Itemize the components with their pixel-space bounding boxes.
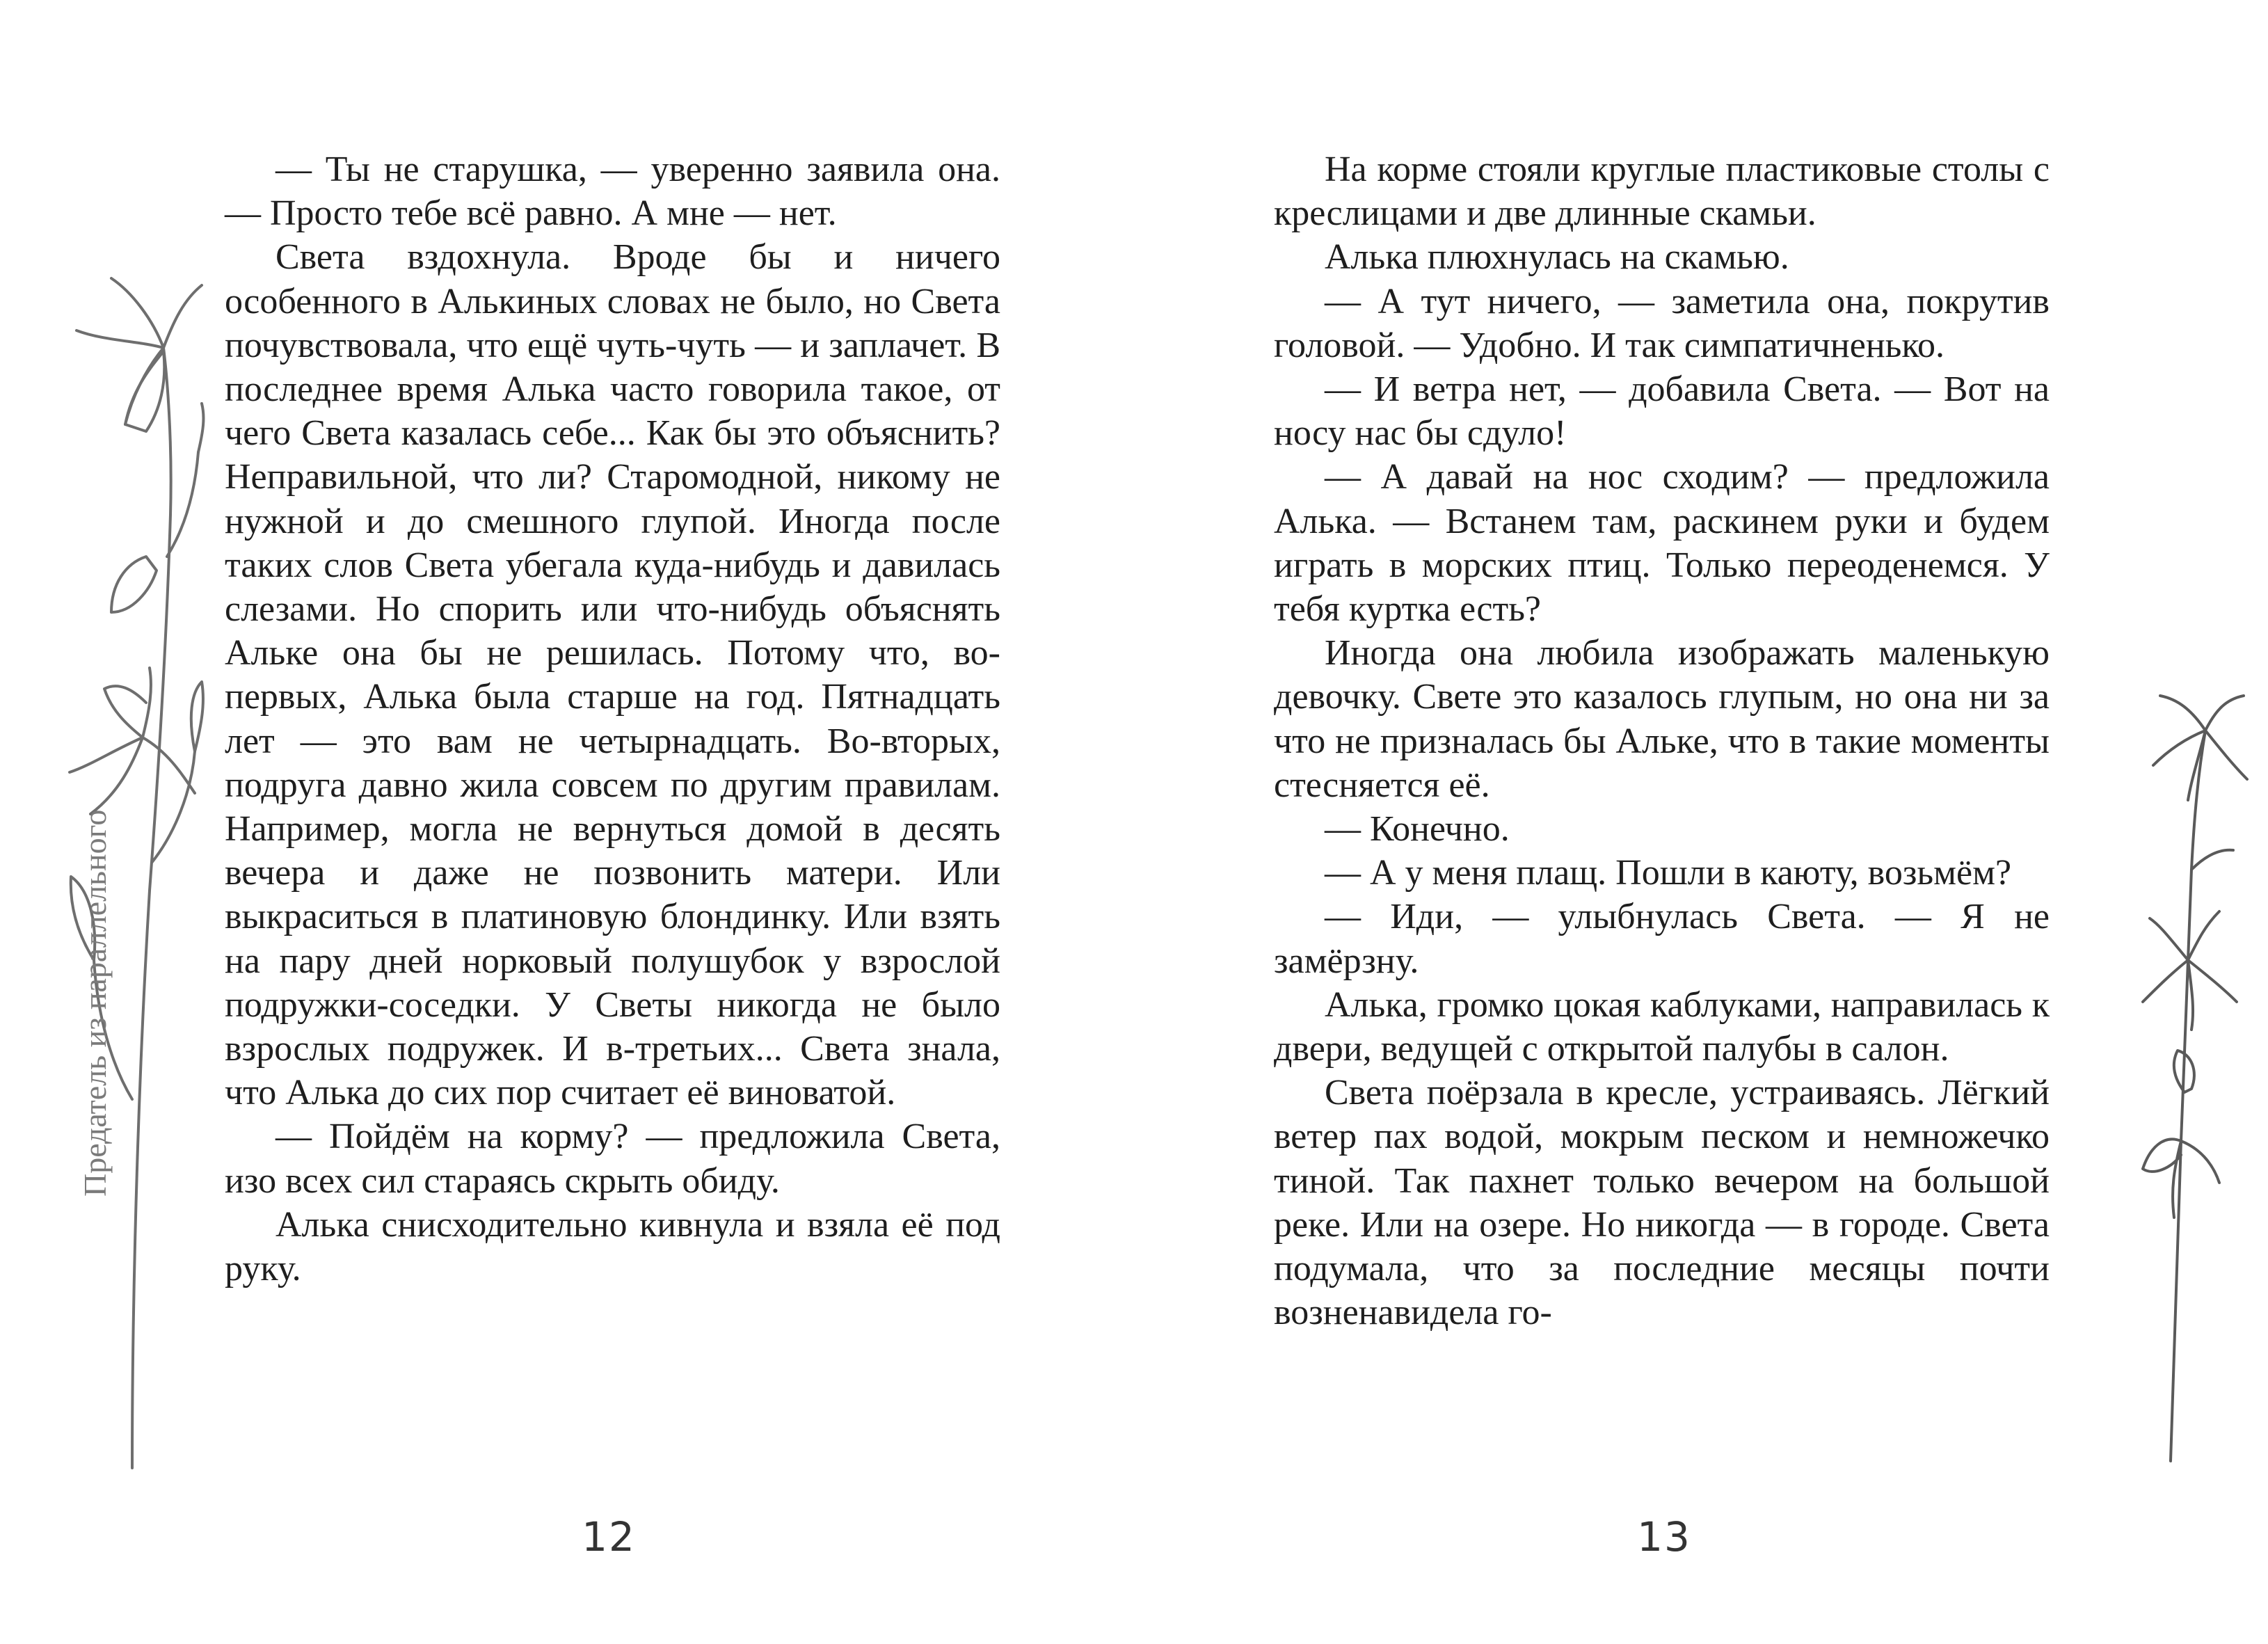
page-number-right: 13 xyxy=(1637,1513,1691,1561)
paragraph: — А тут ничего, — заметила она, покрутив головой. — Удобно. И так симпатичненько. xyxy=(1274,281,2050,365)
left-page-text xyxy=(225,147,1000,1291)
right-page xyxy=(1134,0,2268,1644)
paragraph: — Конечно. xyxy=(1325,809,1510,849)
bellflower-illustration-right xyxy=(2122,689,2261,1468)
paragraph: Света вздохнула. Вроде бы и ничего особенного в Алькиных словах не было, но Света почувствовала, что ещё чуть-чуть — и заплачет. В последнее время Алька часто говорила такое, от чего Света казалась себе... Как бы это объяснить? Неправильной, что ли? Старомодной, никому не нужной и до смешного глупой. Иногда после таких слов Света убегала куда-нибудь и давилась слезами. Но спорить или что-нибудь объяснять Альке она бы не решилась. Потому что, во-первых, Алька была старше на год. Пятнадцать лет — это вам не четырнадцать. Во-вторых, подруга давно жила совсем по другим правилам. Например, могла не вернуться домой в десять вечера и даже не позвонить матери. Или выкраситься в платиновую блондинку. Или взять на пару дней норковый полушубок у взрослой подружки-соседки. У Светы никогда не было взрослых подружек. И в-третьих... Света знала, что Алька до сих пор считает её виноватой. xyxy=(225,237,1000,1113)
running-title: Предатель из параллельного xyxy=(77,809,113,1197)
paragraph: — А давай на нос сходим? — предложила Алька. — Встанем там, раскинем руки и будем играть в морских птиц. Только переоденемся. У тебя куртка есть? xyxy=(1274,457,2050,630)
paragraph: — А у меня плащ. Пошли в каюту, возьмём? xyxy=(1325,853,2012,893)
paragraph: — Иди, — улыбнулась Света. — Я не замёрзну. xyxy=(1274,897,2050,981)
paragraph: — И ветра нет, — добавила Света. — Вот на носу нас бы сдуло! xyxy=(1274,369,2050,454)
paragraph: На корме стояли круглые пластиковые столы с креслицами и две длинные скамьи. xyxy=(1274,150,2050,234)
bellflower-illustration-left xyxy=(28,264,209,1475)
paragraph: — Ты не старушка, — уверенно заявила она. — Просто тебе всё равно. А мне — нет. xyxy=(225,150,1000,234)
paragraph: Алька плюхнулась на скамью. xyxy=(1325,237,1789,278)
right-page-text xyxy=(1274,147,2050,1334)
page-number-left: 12 xyxy=(582,1513,636,1561)
paragraph: Иногда она любила изображать маленькую девочку. Свете это казалось глупым, но она ни за что не призналась бы Альке, что в такие моменты стесняется её. xyxy=(1274,633,2050,805)
paragraph: Алька, громко цокая каблуками, направилась к двери, ведущей с открытой палубы в салон. xyxy=(1274,984,2050,1069)
paragraph: Света поёрзала в кресле, устраиваясь. Лёгкий ветер пах водой, мокрым песком и немножечко тиной. Так пахнет только вечером на большой реке. Или на озере. Но никогда — в городе. Света подумала, что за последние месяцы почти возненавидела го- xyxy=(1274,1073,2050,1333)
paragraph: Алька снисходительно кивнула и взяла её под руку. xyxy=(225,1204,1000,1289)
paragraph: — Пойдём на корму? — предложила Света, изо всех сил стараясь скрыть обиду. xyxy=(225,1117,1000,1201)
